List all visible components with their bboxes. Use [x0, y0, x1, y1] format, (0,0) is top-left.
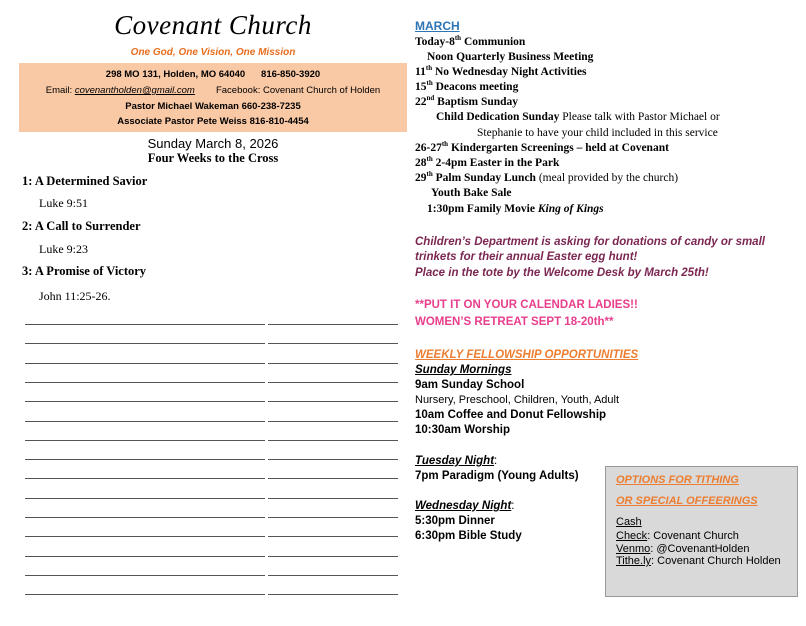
tithing-cash: Cash — [616, 516, 642, 528]
note-line — [25, 363, 265, 364]
note-line — [268, 478, 398, 479]
calendar-event: 15th Deacons meeting — [415, 79, 519, 93]
calendar-event: Child Dedication Sunday Please talk with Pastor Michael or — [436, 111, 720, 123]
note-line — [268, 517, 398, 518]
note-line — [25, 459, 265, 460]
sermon-ref-2: Luke 9:23 — [39, 242, 88, 256]
sermon-point-3: 3: A Promise of Victory — [22, 264, 147, 278]
sunday-heading: Sunday Mornings — [415, 364, 512, 376]
calendar-event: Stephanie to have your child included in this service — [477, 127, 718, 139]
note-line — [25, 421, 265, 422]
tithing-venmo: Venmo: @CovenantHolden — [616, 543, 750, 555]
note-line — [25, 343, 265, 344]
note-line — [268, 440, 398, 441]
sunday-item: Nursery, Preschool, Children, Youth, Adult — [415, 394, 620, 406]
tuesday-heading: Tuesday Night: — [415, 455, 498, 467]
calendar-event: Today-8th Communion — [415, 34, 526, 48]
wednesday-item: 6:30pm Bible Study — [415, 530, 522, 542]
note-line — [25, 498, 265, 499]
sunday-item: 10am Coffee and Donut Fellowship — [415, 409, 607, 421]
facebook: Facebook: Covenant Church of Holden — [215, 85, 381, 96]
wednesday-item: 5:30pm Dinner — [415, 515, 495, 527]
note-line — [268, 498, 398, 499]
ladies-notice-line: **PUT IT ON YOUR CALENDAR LADIES!! — [415, 299, 638, 311]
note-line — [268, 556, 398, 557]
note-line — [268, 363, 398, 364]
note-line — [268, 401, 398, 402]
sunday-item: 9am Sunday School — [415, 379, 525, 391]
children-notice-line: Children’s Department is asking for donations of candy or small — [415, 236, 765, 248]
sermon-point-2: 2: A Call to Surrender — [22, 219, 141, 233]
note-line — [268, 382, 398, 383]
calendar-event: 28th 2-4pm Easter in the Park — [415, 155, 560, 169]
note-line — [25, 401, 265, 402]
sermon-series: Four Weeks to the Cross — [147, 151, 279, 165]
sermon-date: Sunday March 8, 2026 — [147, 136, 279, 151]
sermon-ref-1: Luke 9:51 — [39, 196, 88, 210]
note-line — [25, 575, 265, 576]
note-line — [25, 556, 265, 557]
children-notice-line: Place in the tote by the Welcome Desk by March 25th! — [415, 267, 709, 279]
note-line — [25, 517, 265, 518]
email-link[interactable]: covenantholden@gmail.com — [74, 85, 195, 96]
church-name: Covenant Church — [114, 10, 312, 40]
address: 298 MO 131, Holden, MO 64040 — [105, 69, 246, 80]
email-line — [19, 85, 407, 96]
note-line — [268, 459, 398, 460]
calendar-event: 1:30pm Family Movie King of Kings — [427, 203, 604, 215]
note-line — [25, 382, 265, 383]
note-line — [25, 478, 265, 479]
calendar-event: 22nd Baptism Sunday — [415, 94, 519, 108]
calendar-month: MARCH — [415, 19, 460, 33]
phone: 816-850-3920 — [261, 69, 321, 80]
note-line — [268, 343, 398, 344]
note-line — [268, 324, 398, 325]
calendar-event: Noon Quarterly Business Meeting — [427, 51, 594, 63]
calendar-event: 29th Palm Sunday Lunch (meal provided by the church) — [415, 170, 679, 184]
sermon-ref-3: John 11:25-26. — [39, 289, 111, 303]
calendar-event: Youth Bake Sale — [431, 187, 512, 199]
sermon-point-1: 1: A Determined Savior — [22, 174, 148, 188]
sunday-item: 10:30am Worship — [415, 424, 511, 436]
note-line — [268, 421, 398, 422]
note-line — [25, 324, 265, 325]
weekly-title: WEEKLY FELLOWSHIP OPPORTUNITIES — [415, 349, 639, 361]
email-label: Email: — [45, 85, 73, 96]
ladies-notice-line: WOMEN’S RETREAT SEPT 18-20th** — [415, 316, 614, 328]
note-line — [268, 594, 398, 595]
associate-pastor: Associate Pastor Pete Weiss 816-810-4454 — [117, 116, 309, 127]
tithing-tithely: Tithe.ly: Covenant Church Holden — [616, 555, 781, 567]
tithing-heading: OR SPECIAL OFFEERINGS — [616, 495, 758, 507]
children-notice-line: trinkets for their annual Easter egg hunt! — [415, 251, 638, 263]
calendar-event: 11th No Wednesday Night Activities — [415, 64, 587, 78]
note-line — [25, 536, 265, 537]
tithing-check: Check: Covenant Church — [616, 530, 739, 542]
tuesday-item: 7pm Paradigm (Young Adults) — [415, 470, 579, 482]
calendar-event: 26-27th Kindergarten Screenings – held at Covenant — [415, 140, 669, 154]
tithing-box — [605, 466, 798, 597]
wednesday-heading: Wednesday Night: — [415, 500, 515, 512]
note-line — [268, 536, 398, 537]
note-line — [25, 440, 265, 441]
church-motto: One God, One Vision, One Mission — [130, 47, 296, 58]
contact-box — [19, 63, 407, 132]
note-line — [268, 575, 398, 576]
note-line — [25, 594, 265, 595]
pastor: Pastor Michael Wakeman 660-238-7235 — [125, 101, 301, 112]
address-line — [19, 69, 407, 80]
tithing-heading: OPTIONS FOR TITHING — [616, 474, 739, 486]
